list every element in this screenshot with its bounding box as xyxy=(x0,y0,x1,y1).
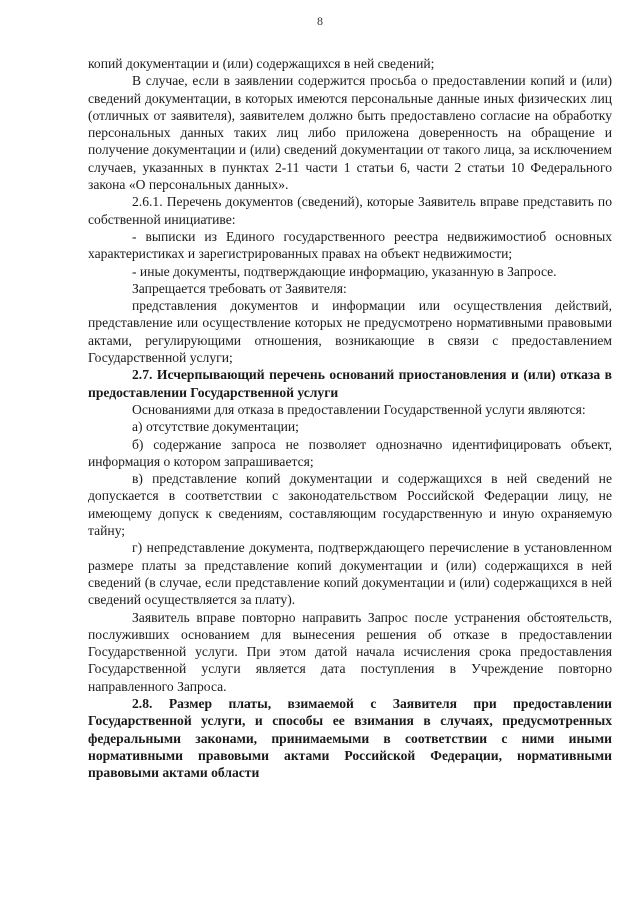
list-item-other-documents: - иные документы, подтверждающие информацию, указанную в Запросе. xyxy=(132,263,557,279)
document-body xyxy=(88,55,612,781)
paragraph-2-6-1: 2.6.1. Перечень документов (сведений), которые Заявитель вправе представить по собственной инициативе: xyxy=(88,194,612,227)
list-item-v: в) представление копий документации и содержащихся в ней сведений не допускается в соответствии с законодательством Российской Федерации лицу, не имеющему допуск к сведениям, составляющим государственную и иную охраняемую тайну; xyxy=(88,471,612,539)
paragraph-prohibited: Запрещается требовать от Заявителя: xyxy=(132,280,347,296)
section-heading-2-8: 2.8. Размер платы, взимаемой с Заявителя при предоставлении Государственной услуги, и способы ее взимания в случаях, предусмотренных федеральными законами, принимаемыми в соответствии с ними иными нормативными правовыми актами Российской Федерации, нормативными правовыми актами области xyxy=(88,695,612,781)
page-number: 8 xyxy=(317,14,323,28)
list-item-egrn-extract: - выписки из Единого государственного реестра недвижимостиоб основных характеристиках и зарегистрированных правах на объект недвижимости; xyxy=(88,228,612,262)
list-item-g: г) непредставление документа, подтверждающего перечисление в установленном размере платы за представление копий документации и (или) содержащихся в ней сведений (в случае, если представление копий документации и (или) содержащихся в ней сведений осуществляется за плату). xyxy=(88,540,612,608)
section-heading-2-7: 2.7. Исчерпывающий перечень оснований приостановления и (или) отказа в предоставлении Государственной услуги xyxy=(88,367,612,400)
paragraph-resubmission: Заявитель вправе повторно направить Запрос после устранения обстоятельств, послуживших основанием для вынесения решения об отказе в предоставлении Государственной услуги. При этом датой начала исчисления срока предоставления Государственной услуги является дата поступления в Учреждение повторно направленного Запроса. xyxy=(88,609,612,694)
list-item-b: б) содержание запроса не позволяет однозначно идентифицировать объект, информация о котором запрашивается; xyxy=(88,436,612,469)
list-item-a: а) отсутствие документации; xyxy=(132,419,299,435)
paragraph-personal-data: В случае, если в заявлении содержится просьба о предоставлении копий и (или) сведений документации, в которых имеются персональные данные иных физических лиц (отличных от заявителя), заявителем должно быть предоставлено согласие на обработку персональных данных таких лиц либо приложена доверенность на обращение и получение документации и (или) сведений документации от такого лица, за исключением случаев, указанных в пунктах 2-11 части 1 статьи 6, части 2 статьи 10 Федерального закона «О персональных данных». xyxy=(88,73,612,193)
paragraph-refusal-grounds: Основаниями для отказа в предоставлении Государственной услуги являются: xyxy=(132,401,586,417)
paragraph-continuation: копий документации и (или) содержащихся в ней сведений; xyxy=(88,56,435,71)
paragraph-prohibited-detail: представления документов и информации или осуществления действий, представление или осуществление которых не предусмотрено нормативными правовыми актами, регулирующими отношения, возникающие в связи с предоставлением Государственной услуги; xyxy=(88,298,612,366)
